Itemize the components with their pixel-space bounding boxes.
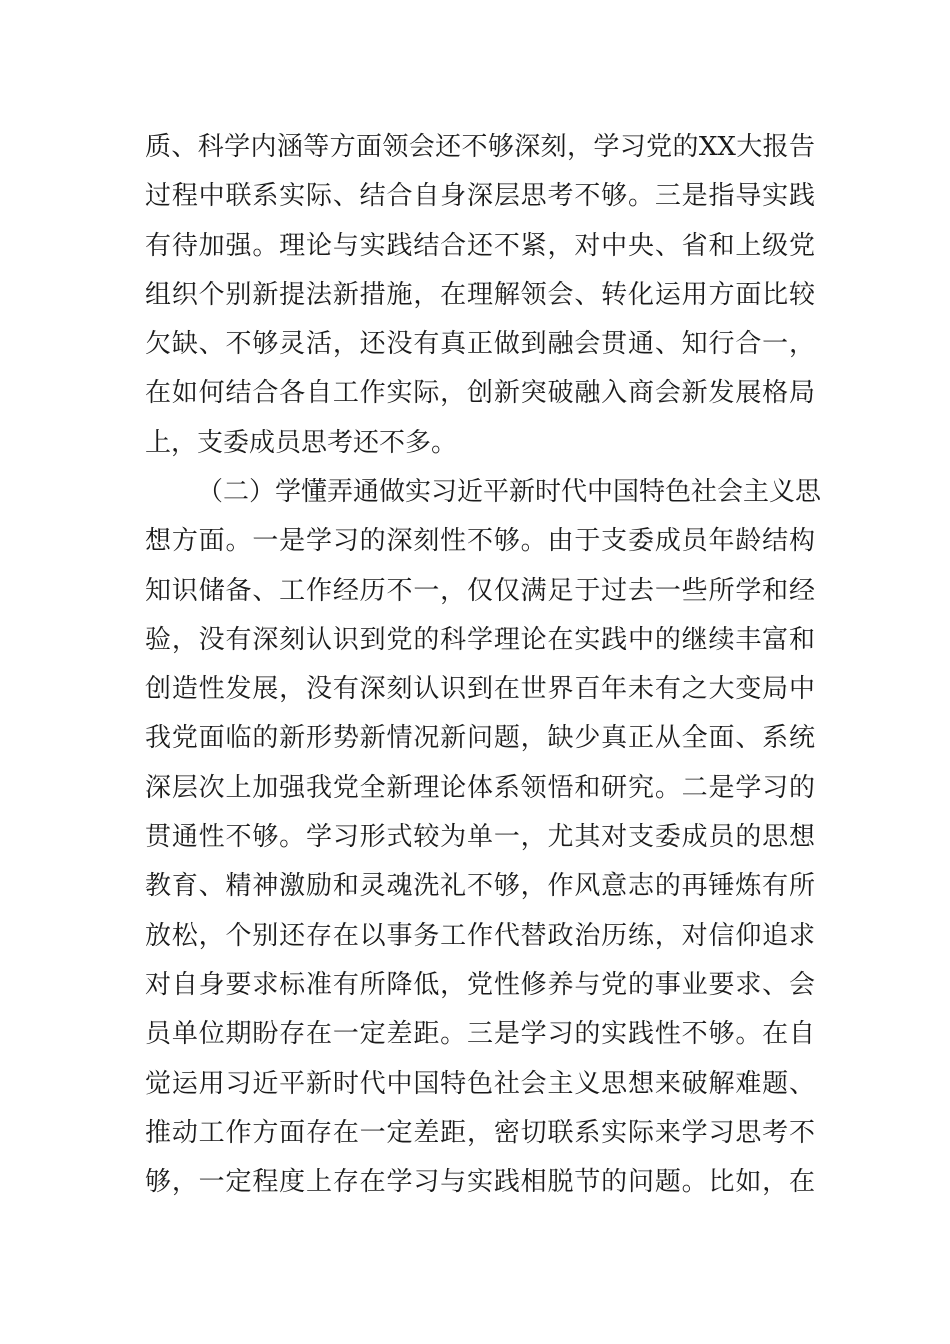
- paragraph-line: 放松，个别还存在以事务工作代替政治历练，对信仰追求: [145, 920, 815, 951]
- paragraph-line: （二）学懂弄通做实习近平新时代中国特色社会主义思: [197, 477, 822, 507]
- paragraph-line: 贯通性不够。学习形式较为单一，尤其对支委成员的思想: [145, 822, 815, 853]
- paragraph-line: 欠缺、不够灵活，还没有真正做到融会贯通、知行合一，: [145, 329, 815, 360]
- paragraph-line: 对自身要求标准有所降低，党性修养与党的事业要求、会: [145, 969, 815, 1000]
- paragraph-line: 质、科学内涵等方面领会还不够深刻，学习党的XX大报告: [145, 132, 815, 162]
- paragraph-line: 深层次上加强我党全新理论体系领悟和研究。二是学习的: [145, 772, 815, 803]
- paragraph-line: 员单位期盼存在一定差距。三是学习的实践性不够。在自: [145, 1019, 815, 1050]
- paragraph-line: 想方面。一是学习的深刻性不够。由于支委成员年龄结构: [145, 526, 815, 557]
- paragraph-line: 在如何结合各自工作实际，创新突破融入商会新发展格局: [145, 378, 815, 409]
- paragraph-line: 够，一定程度上存在学习与实践相脱节的问题。比如，在: [145, 1167, 815, 1198]
- paragraph-line: 上，支委成员思考还不多。: [145, 427, 458, 458]
- paragraph-line: 觉运用习近平新时代中国特色社会主义思想来破解难题、: [145, 1068, 815, 1099]
- paragraph-line: 组织个别新提法新措施，在理解领会、转化运用方面比较: [145, 279, 815, 310]
- paragraph-1: [145, 123, 815, 468]
- paragraph-line: 知识储备、工作经历不一，仅仅满足于过去一些所学和经: [145, 575, 815, 606]
- paragraph-line: 验，没有深刻认识到党的科学理论在实践中的继续丰富和: [145, 624, 815, 655]
- paragraph-line: 教育、精神激励和灵魂洗礼不够，作风意志的再锤炼有所: [145, 871, 815, 902]
- paragraph-2: [145, 468, 822, 1207]
- paragraph-line: 过程中联系实际、结合自身深层思考不够。三是指导实践: [145, 181, 815, 212]
- paragraph-line: 有待加强。理论与实践结合还不紧，对中央、省和上级党: [145, 230, 815, 261]
- paragraph-line: 推动工作方面存在一定差距，密切联系实际来学习思考不: [145, 1117, 815, 1148]
- paragraph-line: 我党面临的新形势新情况新问题，缺少真正从全面、系统: [145, 723, 815, 754]
- paragraph-line: 创造性发展，没有深刻认识到在世界百年未有之大变局中: [145, 674, 815, 705]
